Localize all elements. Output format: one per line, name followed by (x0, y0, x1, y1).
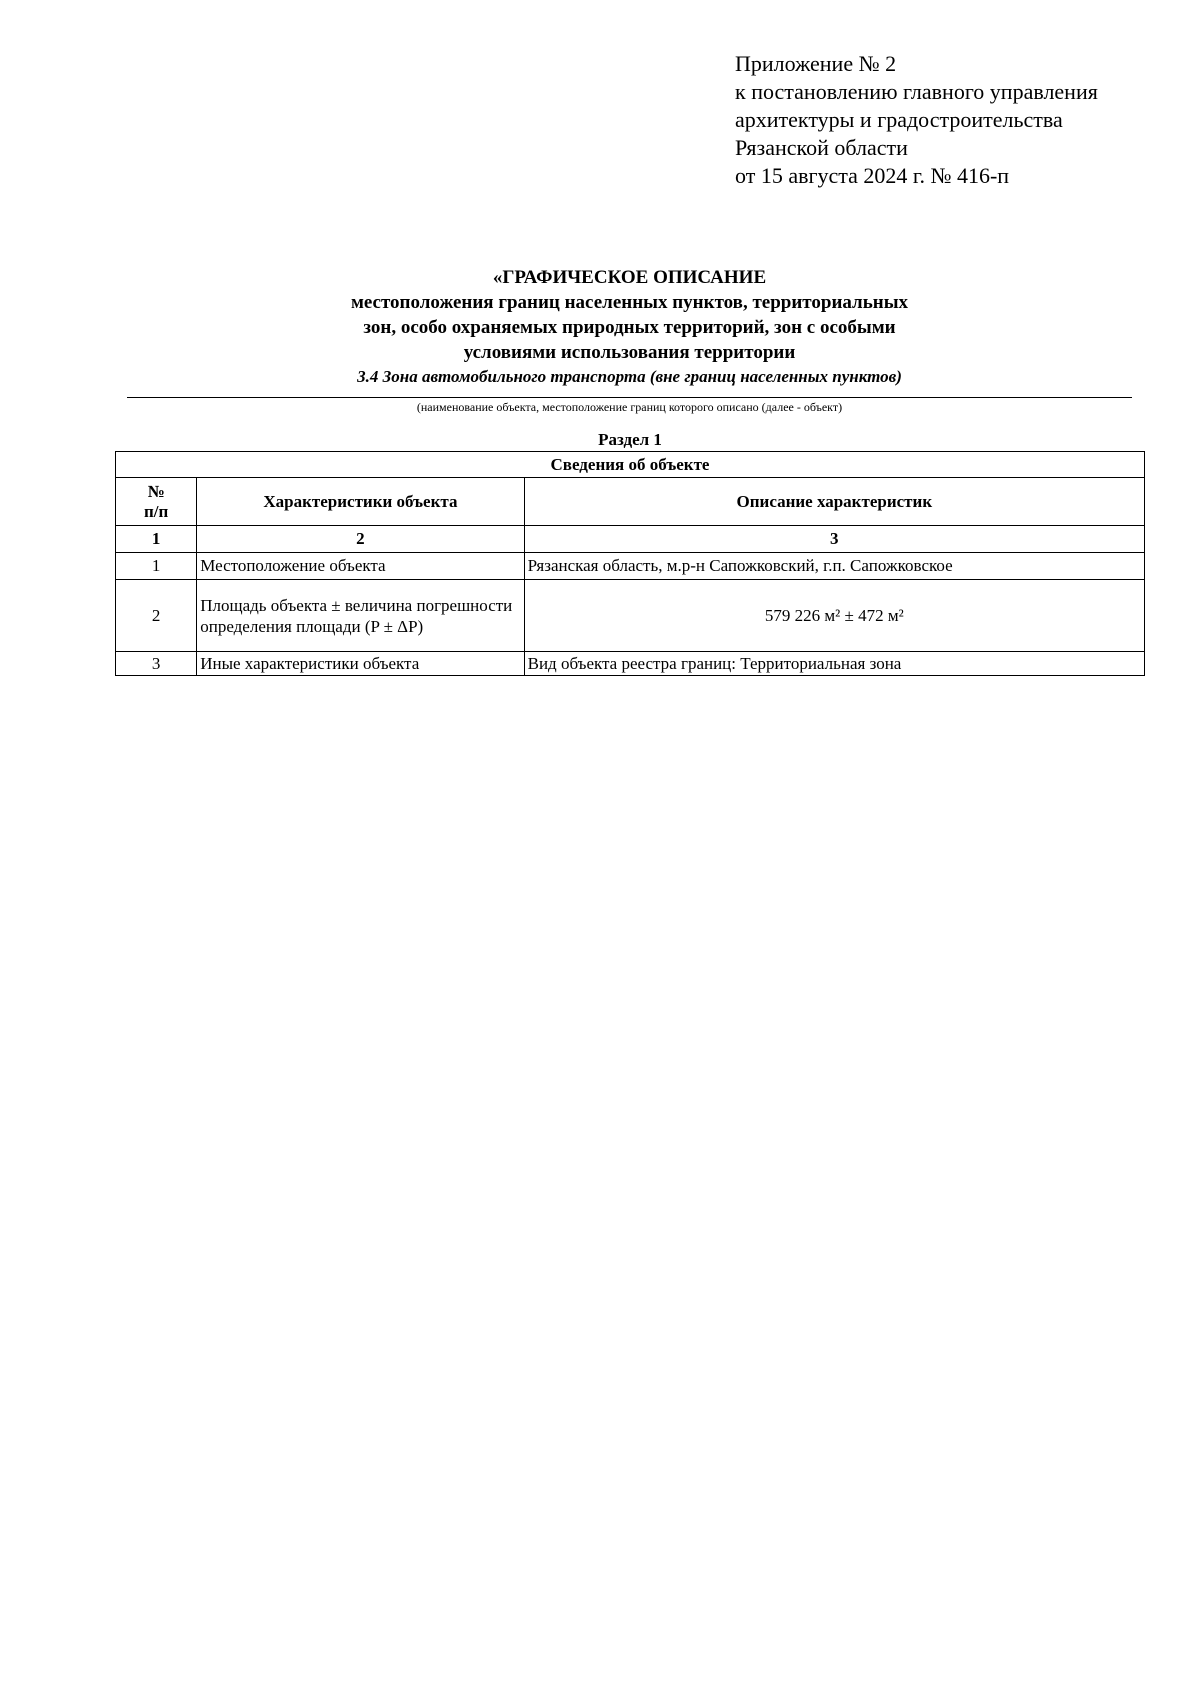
object-name: 3.4 Зона автомобильного транспорта (вне границ населенных пунктов) (357, 367, 902, 386)
title-underline (127, 397, 1132, 398)
column-number: 1 (116, 526, 197, 553)
characteristic-name: Площадь объекта ± величина погрешности определения площади (P ± ΔP) (197, 580, 524, 652)
header-description: Описание характеристик (524, 478, 1144, 526)
section-label: Раздел 1 (598, 430, 662, 449)
appendix-date-line: от 15 августа 2024 г. № 416-п (735, 163, 1010, 188)
table-row (116, 580, 1145, 652)
column-number: 3 (524, 526, 1144, 553)
appendix-header (735, 50, 1098, 190)
title-line: «ГРАФИЧЕСКОЕ ОПИСАНИЕ (492, 267, 767, 288)
characteristic-name: Иные характеристики объекта (197, 652, 524, 676)
title-line: зон, особо охраняемых природных территорий, зон с особыми (363, 317, 896, 338)
header-characteristics: Характеристики объекта (197, 478, 524, 526)
appendix-line: к постановлению главного управления (735, 79, 1098, 104)
characteristic-value: Вид объекта реестра границ: Территориальная зона (524, 652, 1144, 676)
table-title: Сведения об объекте (116, 452, 1145, 478)
header-number (116, 478, 197, 526)
title-line: местоположения границ населенных пунктов, территориальных (350, 292, 909, 313)
header-number-label: № п/п (143, 481, 169, 521)
characteristic-name: Местоположение объекта (197, 553, 524, 580)
table-row (116, 652, 1145, 676)
row-number: 1 (116, 553, 197, 580)
object-caption: (наименование объекта, местоположение границ которого описано (далее - объект) (416, 400, 843, 414)
appendix-line: Приложение № 2 (735, 51, 897, 76)
characteristic-value: Рязанская область, м.р-н Сапожковский, г.п. Сапожковское (524, 553, 1144, 580)
appendix-line: Рязанской области (735, 135, 908, 160)
table-row (116, 553, 1145, 580)
characteristic-value: 579 226 м² ± 472 м² (524, 580, 1144, 652)
column-number: 2 (197, 526, 524, 553)
row-number: 2 (116, 580, 197, 652)
row-number: 3 (116, 652, 197, 676)
appendix-line: архитектуры и градостроительства (735, 107, 1063, 132)
document-title (127, 265, 1132, 389)
title-line: условиями использования территории (463, 342, 796, 363)
object-info-table (115, 451, 1145, 676)
